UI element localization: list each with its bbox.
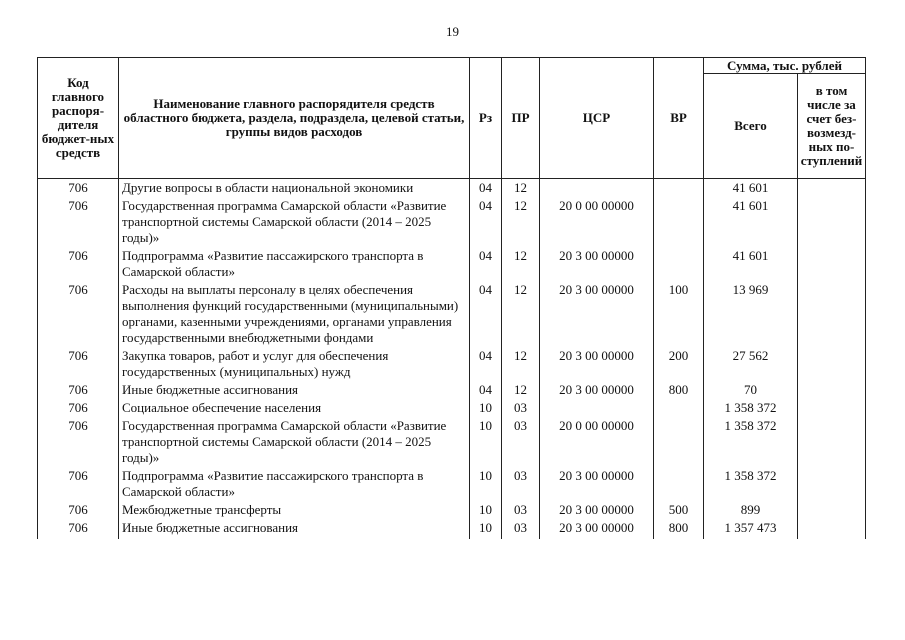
header-pr: ПР (502, 58, 540, 179)
header-vr: ВР (654, 58, 704, 179)
cell-csr: 20 3 00 00000 (540, 519, 654, 539)
cell-pr: 12 (502, 179, 540, 198)
cell-vr (654, 197, 704, 247)
cell-vr (654, 467, 704, 501)
table-row (38, 179, 866, 198)
cell-code: 706 (38, 399, 119, 417)
header-free: в том числе за счет без-возмезд-ных по-ступлений (798, 74, 866, 179)
cell-free (798, 197, 866, 247)
table-row (38, 519, 866, 539)
cell-vr (654, 399, 704, 417)
cell-total: 41 601 (704, 247, 798, 281)
cell-csr: 20 0 00 00000 (540, 197, 654, 247)
table-row (38, 347, 866, 381)
cell-code: 706 (38, 197, 119, 247)
cell-vr: 500 (654, 501, 704, 519)
cell-csr (540, 399, 654, 417)
header-sum: Сумма, тыс. рублей (704, 58, 866, 74)
cell-rz: 10 (470, 501, 502, 519)
cell-csr: 20 3 00 00000 (540, 247, 654, 281)
table-row (38, 399, 866, 417)
cell-rz: 04 (470, 347, 502, 381)
cell-pr: 03 (502, 501, 540, 519)
cell-vr (654, 247, 704, 281)
cell-code: 706 (38, 247, 119, 281)
table-row (38, 381, 866, 399)
cell-pr: 03 (502, 519, 540, 539)
cell-total: 41 601 (704, 197, 798, 247)
header-name: Наименование главного распорядителя средств областного бюджета, раздела, подраздела, целевой статьи, группы видов расходов (119, 58, 470, 179)
cell-csr: 20 0 00 00000 (540, 417, 654, 467)
cell-rz: 04 (470, 197, 502, 247)
cell-name: Иные бюджетные ассигнования (119, 381, 470, 399)
header-total: Всего (704, 74, 798, 179)
cell-code: 706 (38, 381, 119, 399)
cell-rz: 10 (470, 417, 502, 467)
cell-code: 706 (38, 281, 119, 347)
cell-pr: 12 (502, 281, 540, 347)
cell-pr: 12 (502, 381, 540, 399)
cell-name: Государственная программа Самарской области «Развитие транспортной системы Самарской области (2014 – 2025 годы)» (119, 197, 470, 247)
cell-name: Подпрограмма «Развитие пассажирского транспорта в Самарской области» (119, 467, 470, 501)
cell-code: 706 (38, 467, 119, 501)
table-header (38, 58, 866, 179)
cell-code: 706 (38, 179, 119, 198)
cell-vr: 800 (654, 381, 704, 399)
cell-pr: 03 (502, 417, 540, 467)
cell-pr: 12 (502, 197, 540, 247)
cell-free (798, 399, 866, 417)
cell-csr (540, 179, 654, 198)
cell-total: 1 357 473 (704, 519, 798, 539)
cell-total: 13 969 (704, 281, 798, 347)
cell-rz: 10 (470, 399, 502, 417)
cell-name: Расходы на выплаты персоналу в целях обеспечения выполнения функций государственными (муниципальными) органами, казенными учреждениями, органами управления государственными внебюджетными фондами (119, 281, 470, 347)
table-row (38, 247, 866, 281)
cell-code: 706 (38, 519, 119, 539)
header-rz: Рз (470, 58, 502, 179)
cell-total: 899 (704, 501, 798, 519)
table-row (38, 467, 866, 501)
cell-pr: 12 (502, 247, 540, 281)
cell-pr: 03 (502, 467, 540, 501)
cell-rz: 04 (470, 381, 502, 399)
cell-vr (654, 417, 704, 467)
table-row (38, 417, 866, 467)
cell-free (798, 417, 866, 467)
cell-csr: 20 3 00 00000 (540, 381, 654, 399)
cell-name: Государственная программа Самарской области «Развитие транспортной системы Самарской области (2014 – 2025 годы)» (119, 417, 470, 467)
cell-rz: 04 (470, 281, 502, 347)
cell-rz: 10 (470, 519, 502, 539)
cell-free (798, 467, 866, 501)
header-csr: ЦСР (540, 58, 654, 179)
cell-name: Другие вопросы в области национальной экономики (119, 179, 470, 198)
cell-total: 70 (704, 381, 798, 399)
cell-csr: 20 3 00 00000 (540, 467, 654, 501)
header-code: Код главного распоря-дителя бюджет-ных средств (38, 58, 119, 179)
cell-total: 1 358 372 (704, 417, 798, 467)
cell-name: Подпрограмма «Развитие пассажирского транспорта в Самарской области» (119, 247, 470, 281)
cell-rz: 10 (470, 467, 502, 501)
cell-total: 1 358 372 (704, 467, 798, 501)
cell-vr: 800 (654, 519, 704, 539)
cell-csr: 20 3 00 00000 (540, 501, 654, 519)
cell-vr: 100 (654, 281, 704, 347)
cell-free (798, 281, 866, 347)
cell-name: Межбюджетные трансферты (119, 501, 470, 519)
cell-rz: 04 (470, 179, 502, 198)
cell-vr: 200 (654, 347, 704, 381)
page-number: 19 (446, 24, 459, 39)
cell-code: 706 (38, 347, 119, 381)
cell-free (798, 347, 866, 381)
cell-pr: 12 (502, 347, 540, 381)
cell-free (798, 519, 866, 539)
cell-pr: 03 (502, 399, 540, 417)
cell-total: 41 601 (704, 179, 798, 198)
cell-vr (654, 179, 704, 198)
cell-total: 27 562 (704, 347, 798, 381)
cell-free (798, 179, 866, 198)
cell-name: Закупка товаров, работ и услуг для обеспечения государственных (муниципальных) нужд (119, 347, 470, 381)
cell-rz: 04 (470, 247, 502, 281)
cell-code: 706 (38, 417, 119, 467)
cell-code: 706 (38, 501, 119, 519)
table-row (38, 197, 866, 247)
cell-name: Социальное обеспечение населения (119, 399, 470, 417)
budget-table (37, 57, 866, 539)
table-body (38, 179, 866, 540)
cell-total: 1 358 372 (704, 399, 798, 417)
table-row (38, 281, 866, 347)
table-row (38, 501, 866, 519)
cell-free (798, 501, 866, 519)
cell-csr: 20 3 00 00000 (540, 347, 654, 381)
cell-csr: 20 3 00 00000 (540, 281, 654, 347)
cell-free (798, 381, 866, 399)
cell-free (798, 247, 866, 281)
cell-name: Иные бюджетные ассигнования (119, 519, 470, 539)
